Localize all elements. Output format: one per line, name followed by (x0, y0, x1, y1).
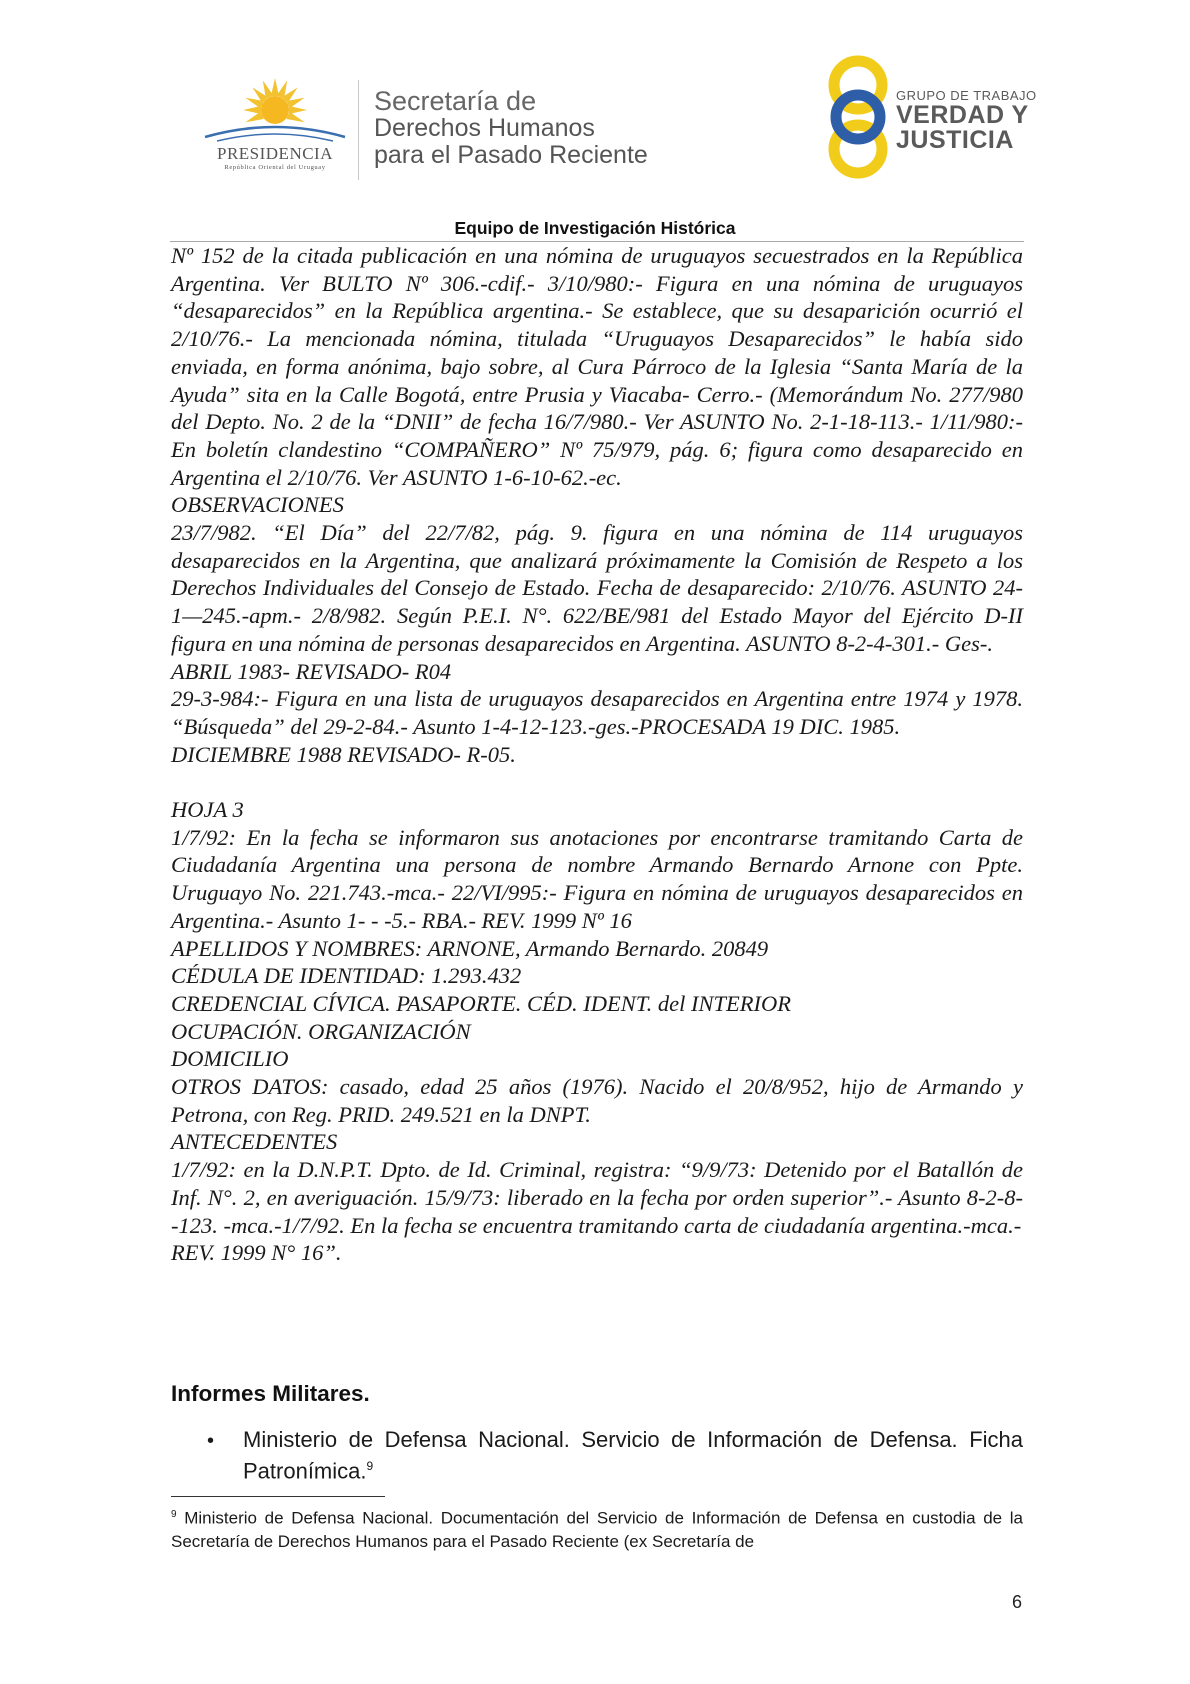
verdad-justicia-text (896, 88, 1037, 153)
observaciones-heading: OBSERVACIONES (171, 492, 344, 518)
diciembre-line: DICIEMBRE 1988 REVISADO- R-05. (171, 741, 516, 767)
secretaria-line2: Derechos Humanos (374, 114, 595, 142)
footnote-text: Ministerio de Defensa Nacional. Documentación del Servicio de Información de Defensa en custodia de la Secretaría de Derechos Humanos para el Pasado Reciente (ex Secretaría de (171, 1508, 1023, 1551)
document-body (171, 242, 1023, 1267)
presidencia-subtitle: República Oriental del Uruguay (224, 164, 326, 171)
verdad-justicia-rings-logo (820, 55, 900, 180)
paragraph-2: 23/7/982. “El Día” del 22/7/82, pág. 9. figura en una nómina de 114 uruguayos desaparecidos en la Argentina, que analizará próximamente la Comisión de Respeto a los Derechos Individuales del Consejo de Estado. Fecha de desaparecido: 2/10/76. ASUNTO 24-1—245.-apm.- 2/8/982. Según P.E.I. N°. 622/BE/981 del Estado Mayor del Ejército D-II figura en una nómina de personas desaparecidos en Argentina. ASUNTO 8-2-4-301.- Ges-. (171, 520, 1023, 656)
section-title: Informes Militares. (171, 1381, 370, 1406)
bullet-icon: • (207, 1430, 215, 1452)
paragraph-5: 1/7/92: en la D.N.P.T. Dpto. de Id. Criminal, registra: “9/9/73: Detenido por el Batallón de Inf. N°. 2, en averiguación. 15/9/73: liberado en la fecha por orden superior”.- Asunto 8-2-8--123. -mca.-1/7/92. En la fecha se encuentra tramitando carta de ciudadanía argentina.-mca.- (171, 1157, 1023, 1238)
blank-line (171, 768, 1023, 796)
secretaria-line1: Secretaría de (374, 86, 537, 116)
grupo-trabajo-label: GRUPO DE TRABAJO (896, 88, 1037, 103)
page-number: 6 (1012, 1592, 1023, 1612)
paragraph-4: 1/7/92: En la fecha se informaron sus anotaciones por encontrarse tramitando Carta de Ciudadanía Argentina una persona de nombre Armando Bernardo Arnone con Ppte. Uruguayo No. 221.743.-mca.- 22/VI/995:- Figura en nómina de uruguayos desaparecidos en Argentina.- Asunto 1- - -5.- RBA.- REV. 1999 Nº 16 (171, 824, 1023, 933)
justicia-label: JUSTICIA (896, 126, 1014, 154)
footnote (171, 1503, 1023, 1553)
team-title: Equipo de Investigación Histórica (454, 218, 736, 238)
credencial-line: CREDENCIAL CÍVICA. PASAPORTE. CÉD. IDENT. del INTERIOR (171, 990, 791, 1016)
ocupacion-line: OCUPACIÓN. ORGANIZACIÓN (171, 1018, 471, 1044)
cedula-line: CÉDULA DE IDENTIDAD: 1.293.432 (171, 963, 522, 989)
rev-line: REV. 1999 N° 16”. (171, 1240, 342, 1266)
abril-line: ABRIL 1983- REVISADO- R04 (171, 658, 452, 684)
paragraph-1: Nº 152 de la citada publicación en una nómina de uruguayos secuestrados en la República Argentina. Ver BULTO Nº 306.-cdif.- 3/10/980:- Figura en una nómina de uruguayos “desaparecidos” en la República argentina.- Se establece, que su desaparición ocurrió el 2/10/76.- La mencionada nómina, titulada “Uruguayos Desaparecidos” le había sido enviada, en forma anónima, bajo sobre, al Cura Párroco de la Iglesia “Santa María de la Ayuda” sita en la Calle Bogotá, entre Prusia y Viacaba- Cerro.- (Memorándum No. 277/980 del Depto. No. 2 de la “DNII” de fecha 16/7/980.- Ver ASUNTO No. 2-1-18-113.- 1/11/980:- En boletín clandestino “COMPAÑERO” Nº 75/979, pág. 6; figura como desaparecido en Argentina el 2/10/76. Ver ASUNTO 1-6-10-62.-ec. (171, 243, 1023, 490)
otros-datos: OTROS DATOS: casado, edad 25 años (1976). Nacido el 20/8/952, hijo de Armando y Petrona, con Reg. PRID. 249.521 en la DNPT. (171, 1074, 1023, 1127)
paragraph-3: 29-3-984:- Figura en una lista de uruguayos desaparecidos en Argentina entre 1974 y 1978. “Búsqueda” del 29-2-84.- Asunto 1-4-12-123.-ges.-PROCESADA 19 DIC. 1985. (171, 686, 1023, 739)
domicilio-line: DOMICILIO (171, 1046, 289, 1072)
bullet-item-text: Ministerio de Defensa Nacional. Servicio de Información de Defensa. Ficha Patronímica. (243, 1427, 1023, 1484)
footnote-reference[interactable]: 9 (366, 1459, 374, 1473)
bullet-item (243, 1426, 1023, 1484)
antecedentes-heading: ANTECEDENTES (171, 1129, 338, 1155)
verdad-label: VERDAD Y (896, 101, 1029, 129)
secretaria-line3: para el Pasado Reciente (374, 141, 648, 169)
footnote-rule (171, 1496, 385, 1497)
footnote-number: 9 (171, 1509, 177, 1520)
apellidos-line: APELLIDOS Y NOMBRES: ARNONE, Armando Bernardo. 20849 (171, 935, 769, 961)
presidencia-label: PRESIDENCIA (216, 144, 333, 163)
header-divider (358, 80, 359, 180)
hoja-heading: HOJA 3 (171, 797, 244, 823)
secretaria-logo-text (374, 88, 648, 169)
